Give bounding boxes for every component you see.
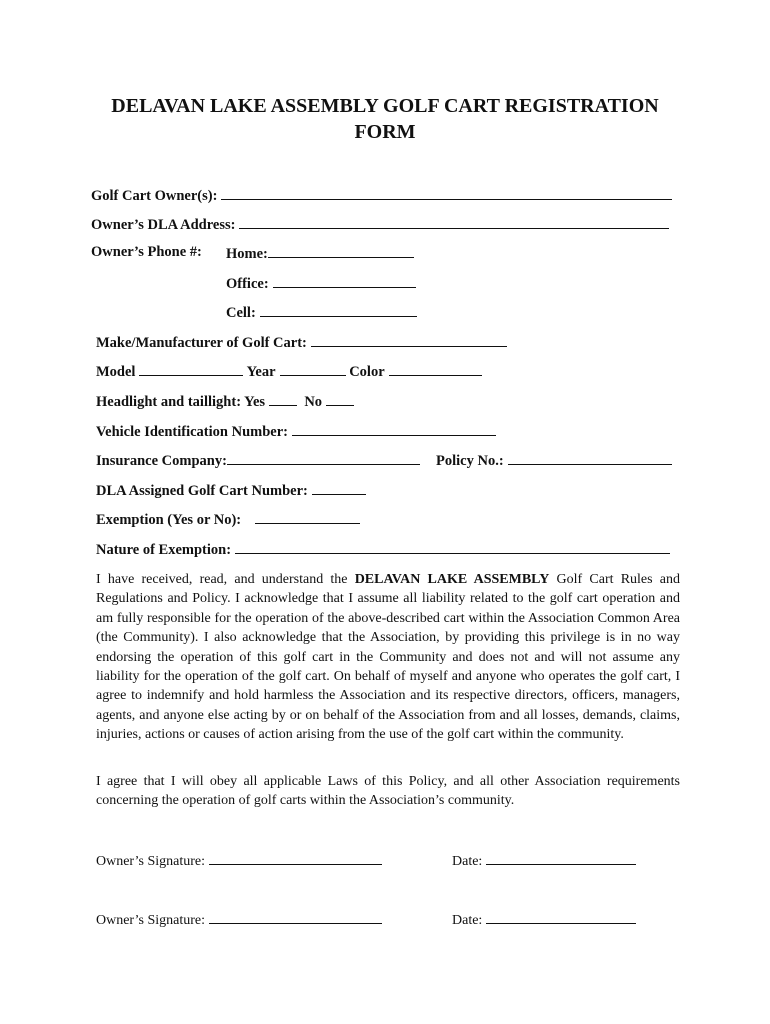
exemption-field[interactable] [255,510,360,524]
signature-row-1 [96,851,382,870]
paragraph-text-1: I have received, read, and understand the [96,572,355,587]
headlight-yes-field[interactable] [269,392,297,406]
insurance-field[interactable] [227,451,420,465]
liability-paragraph [96,570,680,745]
address-label: Owner’s DLA Address: [91,217,236,233]
form-title-line-2: FORM [354,121,416,143]
year-field[interactable] [280,362,346,376]
model-label: Model [96,364,136,380]
insurance-label: Insurance Company: [96,453,227,469]
home-label: Home: [226,246,268,262]
date-label-1: Date: [452,854,483,869]
headlight-label: Headlight and taillight: Yes [96,394,266,410]
office-phone-field[interactable] [273,274,416,288]
owners-label: Golf Cart Owner(s): [91,188,218,204]
date-field-1[interactable] [486,851,636,865]
address-field[interactable] [239,215,669,229]
office-label: Office: [226,276,269,292]
signature-label-2: Owner’s Signature: [96,913,205,928]
date-label-2: Date: [452,913,483,928]
color-field[interactable] [389,362,482,376]
dla-number-label: DLA Assigned Golf Cart Number: [96,483,308,499]
signature-field-1[interactable] [209,851,382,865]
cell-label: Cell: [226,305,256,321]
nature-row [96,540,670,559]
paragraph-text-2: Golf Cart Rules and Regulations and Policy. I acknowledge that I assume all liability related to the golf cart operation and am fully responsible for the operation of the above-described cart within the Association Common Area (the Community). I also acknowledge that the Association, by providing this privilege is in no way endorsing the operation of this golf cart in the Community and does not and will not assume any liability for the operation of the golf cart. On behalf of myself and anyone who operates the golf cart, I agree to indemnify and hold harmless the Association and its respective directors, officers, managers, agents, and anyone else acting by or on behalf of the Association from and all losses, demands, claims, injuries, actions or causes of action arising from the use of the golf cart within the community. [96,572,680,743]
phone-row [91,244,202,261]
signature-field-2[interactable] [209,910,382,924]
signature-label-1: Owner’s Signature: [96,854,205,869]
make-field[interactable] [311,333,507,347]
vin-field[interactable] [292,422,496,436]
dla-number-row [96,481,366,500]
phone-label: Owner’s Phone #: [91,244,202,260]
cell-phone-field[interactable] [260,303,417,317]
headlight-no-field[interactable] [326,392,354,406]
model-field[interactable] [139,362,243,376]
exemption-row [96,510,360,529]
nature-field[interactable] [235,540,670,554]
cell-row [226,303,417,322]
owners-field[interactable] [221,186,672,200]
nature-label: Nature of Exemption: [96,542,232,558]
obey-paragraph: I agree that I will obey all applicable Laws of this Policy, and all other Association requirements concerning the operation of golf carts within the Association’s community. [96,774,680,809]
owners-row [91,186,672,205]
headlight-row [96,392,354,411]
address-row [91,215,669,234]
policy-field[interactable] [508,451,672,465]
make-row [96,333,507,352]
year-label: Year [246,364,276,380]
date-field-2[interactable] [486,910,636,924]
signature-row-2 [96,910,382,929]
home-phone-field[interactable] [268,244,414,258]
date-row-2 [452,910,636,929]
headlight-no-label: No [304,394,323,410]
date-row-1 [452,851,636,870]
form-title-line-1: DELAVAN LAKE ASSEMBLY GOLF CART REGISTRATION [111,95,659,117]
office-row [226,274,416,293]
policy-label: Policy No.: [436,453,504,469]
make-label: Make/Manufacturer of Golf Cart: [96,335,307,351]
policy-row [436,451,672,470]
insurance-row [96,451,420,470]
model-row [96,362,482,381]
paragraph-bold-name: DELAVAN LAKE ASSEMBLY [354,572,550,587]
vin-label: Vehicle Identification Number: [96,424,288,440]
exemption-label: Exemption (Yes or No): [96,512,242,528]
home-row [226,244,414,263]
vin-row [96,422,496,441]
color-label: Color [349,364,385,380]
dla-number-field[interactable] [312,481,366,495]
